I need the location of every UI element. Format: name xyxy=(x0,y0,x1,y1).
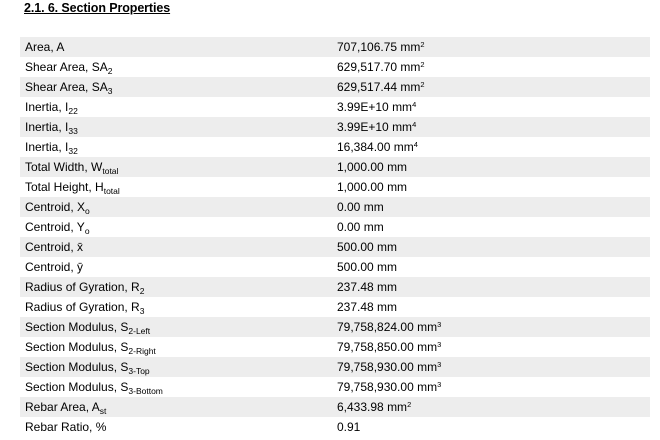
property-value xyxy=(337,177,650,197)
property-value-number: 707,106.75 xyxy=(337,40,398,54)
property-label-subscript: o xyxy=(85,206,90,216)
property-label-subscript: 3-Bottom xyxy=(128,386,163,396)
property-label xyxy=(20,177,337,197)
property-label-text: Inertia, I xyxy=(25,140,69,154)
property-row xyxy=(20,137,650,157)
property-value-unit: mm xyxy=(417,340,438,354)
property-value-number: 629,517.70 xyxy=(337,60,398,74)
property-label-subscript: 2 xyxy=(107,66,113,76)
property-label-subscript: total xyxy=(102,166,119,176)
property-value xyxy=(337,337,650,357)
property-value-number: 79,758,930.00 xyxy=(337,380,414,394)
property-value xyxy=(337,197,650,217)
property-value xyxy=(337,137,650,157)
property-value-number: 79,758,850.00 xyxy=(337,340,414,354)
property-value-number: 6,433.98 xyxy=(337,400,384,414)
property-label-text: Inertia, I xyxy=(25,120,69,134)
property-value-number: 0.00 xyxy=(337,220,361,234)
property-value-number: 16,384.00 xyxy=(337,140,391,154)
property-value xyxy=(337,217,650,237)
property-value xyxy=(337,157,650,177)
property-row xyxy=(20,157,650,177)
property-label xyxy=(20,57,337,77)
property-row xyxy=(20,117,650,137)
property-value-unit: mm xyxy=(417,360,438,374)
property-value xyxy=(337,57,650,77)
property-label-subscript: o xyxy=(84,226,90,236)
section-properties-table xyxy=(20,37,650,437)
property-row xyxy=(20,257,650,277)
property-label xyxy=(20,337,337,357)
property-value-number: 237.48 xyxy=(337,300,374,314)
property-label-subscript: 32 xyxy=(68,146,78,156)
property-label-text: Shear Area, SA xyxy=(25,80,108,94)
property-label-text: Centroid, ȳ xyxy=(25,260,84,274)
property-value-unit: mm xyxy=(377,260,398,274)
property-label-subscript: 33 xyxy=(68,126,78,136)
property-row xyxy=(20,337,650,357)
property-label xyxy=(20,377,337,397)
property-value-unit-exponent: 3 xyxy=(437,360,442,369)
property-value-unit: mm xyxy=(400,80,421,94)
property-row xyxy=(20,237,650,257)
property-value-unit: mm xyxy=(417,320,438,334)
property-value-unit-exponent: 2 xyxy=(420,40,425,49)
property-value xyxy=(337,97,650,117)
property-value-number: 1,000.00 xyxy=(337,160,384,174)
property-label xyxy=(20,197,337,217)
property-value-unit: mm xyxy=(363,220,384,234)
property-label-text: Shear Area, SA xyxy=(25,60,108,74)
property-value-number: 0.91 xyxy=(337,420,361,434)
property-value-number: 629,517.44 xyxy=(337,80,398,94)
property-value-unit: mm xyxy=(377,300,398,314)
property-row xyxy=(20,397,650,417)
property-row xyxy=(20,317,650,337)
property-label-text: Section Modulus, S xyxy=(25,340,129,354)
property-row xyxy=(20,417,650,437)
property-value-unit: mm xyxy=(387,160,408,174)
property-value xyxy=(337,257,650,277)
property-value-unit-exponent: 2 xyxy=(420,80,425,89)
property-value xyxy=(337,357,650,377)
property-value-unit-exponent: 2 xyxy=(420,60,425,69)
property-value xyxy=(337,397,650,417)
property-row xyxy=(20,177,650,197)
property-label-subscript: 2-Left xyxy=(128,326,151,336)
property-label-subscript: 3 xyxy=(107,86,113,96)
property-row xyxy=(20,217,650,237)
property-value-number: 500.00 xyxy=(337,260,374,274)
property-value-unit: mm xyxy=(377,240,398,254)
property-label-subscript: total xyxy=(103,186,120,196)
property-label-text: Total Height, H xyxy=(25,180,104,194)
property-label xyxy=(20,317,337,337)
property-value-number: 3.99E+10 xyxy=(337,120,389,134)
property-label-subscript: st xyxy=(99,406,107,416)
property-value-unit: mm xyxy=(393,140,414,154)
property-label-subscript: 3-Top xyxy=(128,366,150,376)
property-value-unit-exponent: 2 xyxy=(407,400,412,409)
property-value-number: 500.00 xyxy=(337,240,374,254)
property-label-text: Rebar Ratio, % xyxy=(25,420,107,434)
property-label-text: Total Width, W xyxy=(25,160,103,174)
property-label-subscript: 2 xyxy=(139,286,145,296)
property-label-text: Inertia, I xyxy=(25,100,69,114)
property-label-subscript: 3 xyxy=(139,306,145,316)
property-label xyxy=(20,137,337,157)
property-row xyxy=(20,377,650,397)
property-label xyxy=(20,37,337,57)
property-value-number: 0.00 xyxy=(337,200,361,214)
property-value-unit: mm xyxy=(363,200,384,214)
property-value-unit: mm xyxy=(392,100,413,114)
property-label-text: Radius of Gyration, R xyxy=(25,300,140,314)
property-value-number: 79,758,930.00 xyxy=(337,360,414,374)
property-value xyxy=(337,277,650,297)
property-row xyxy=(20,57,650,77)
property-row xyxy=(20,197,650,217)
property-value xyxy=(337,297,650,317)
property-label xyxy=(20,237,337,257)
property-label-text: Area, A xyxy=(25,40,65,54)
property-value xyxy=(337,37,650,57)
property-value-unit: mm xyxy=(400,60,421,74)
property-label xyxy=(20,217,337,237)
property-label-text: Centroid, Y xyxy=(25,220,85,234)
property-label xyxy=(20,397,337,417)
property-label xyxy=(20,277,337,297)
property-label xyxy=(20,157,337,177)
property-row xyxy=(20,97,650,117)
section-heading: 2.1. 6. Section Properties xyxy=(24,1,171,15)
property-value-unit: mm xyxy=(400,40,421,54)
property-value-unit-exponent: 4 xyxy=(412,120,417,129)
property-value-unit: mm xyxy=(387,180,408,194)
property-label xyxy=(20,97,337,117)
property-label-text: Centroid, X xyxy=(25,200,86,214)
property-row xyxy=(20,357,650,377)
property-row xyxy=(20,297,650,317)
property-label xyxy=(20,297,337,317)
property-value xyxy=(337,77,650,97)
property-label xyxy=(20,257,337,277)
property-label-subscript: 22 xyxy=(68,106,78,116)
property-label xyxy=(20,77,337,97)
property-value-number: 79,758,824.00 xyxy=(337,320,414,334)
property-value-unit-exponent: 3 xyxy=(437,380,442,389)
property-label-text: Section Modulus, S xyxy=(25,360,129,374)
property-value-number: 1,000.00 xyxy=(337,180,384,194)
property-value-unit: mm xyxy=(392,120,413,134)
property-label xyxy=(20,417,337,437)
property-label-subscript: 2-Right xyxy=(128,346,156,356)
property-value-unit-exponent: 3 xyxy=(437,340,442,349)
property-label-text: Centroid, x̄ xyxy=(25,240,84,254)
property-value xyxy=(337,317,650,337)
property-row xyxy=(20,77,650,97)
property-value-unit-exponent: 3 xyxy=(437,320,442,329)
property-value-unit: mm xyxy=(387,400,408,414)
property-value xyxy=(337,237,650,257)
property-label xyxy=(20,117,337,137)
property-value-unit: mm xyxy=(417,380,438,394)
property-value-number: 3.99E+10 xyxy=(337,100,389,114)
property-value-unit: mm xyxy=(377,280,398,294)
property-label-text: Section Modulus, S xyxy=(25,320,129,334)
property-value-unit-exponent: 4 xyxy=(412,100,417,109)
property-label-text: Radius of Gyration, R xyxy=(25,280,140,294)
property-label xyxy=(20,357,337,377)
property-value-number: 237.48 xyxy=(337,280,374,294)
property-label-text: Section Modulus, S xyxy=(25,380,129,394)
property-value xyxy=(337,117,650,137)
property-label-text: Rebar Area, A xyxy=(25,400,100,414)
property-value xyxy=(337,417,650,437)
property-row xyxy=(20,277,650,297)
property-value-unit-exponent: 4 xyxy=(413,140,418,149)
property-row xyxy=(20,37,650,57)
property-value xyxy=(337,377,650,397)
